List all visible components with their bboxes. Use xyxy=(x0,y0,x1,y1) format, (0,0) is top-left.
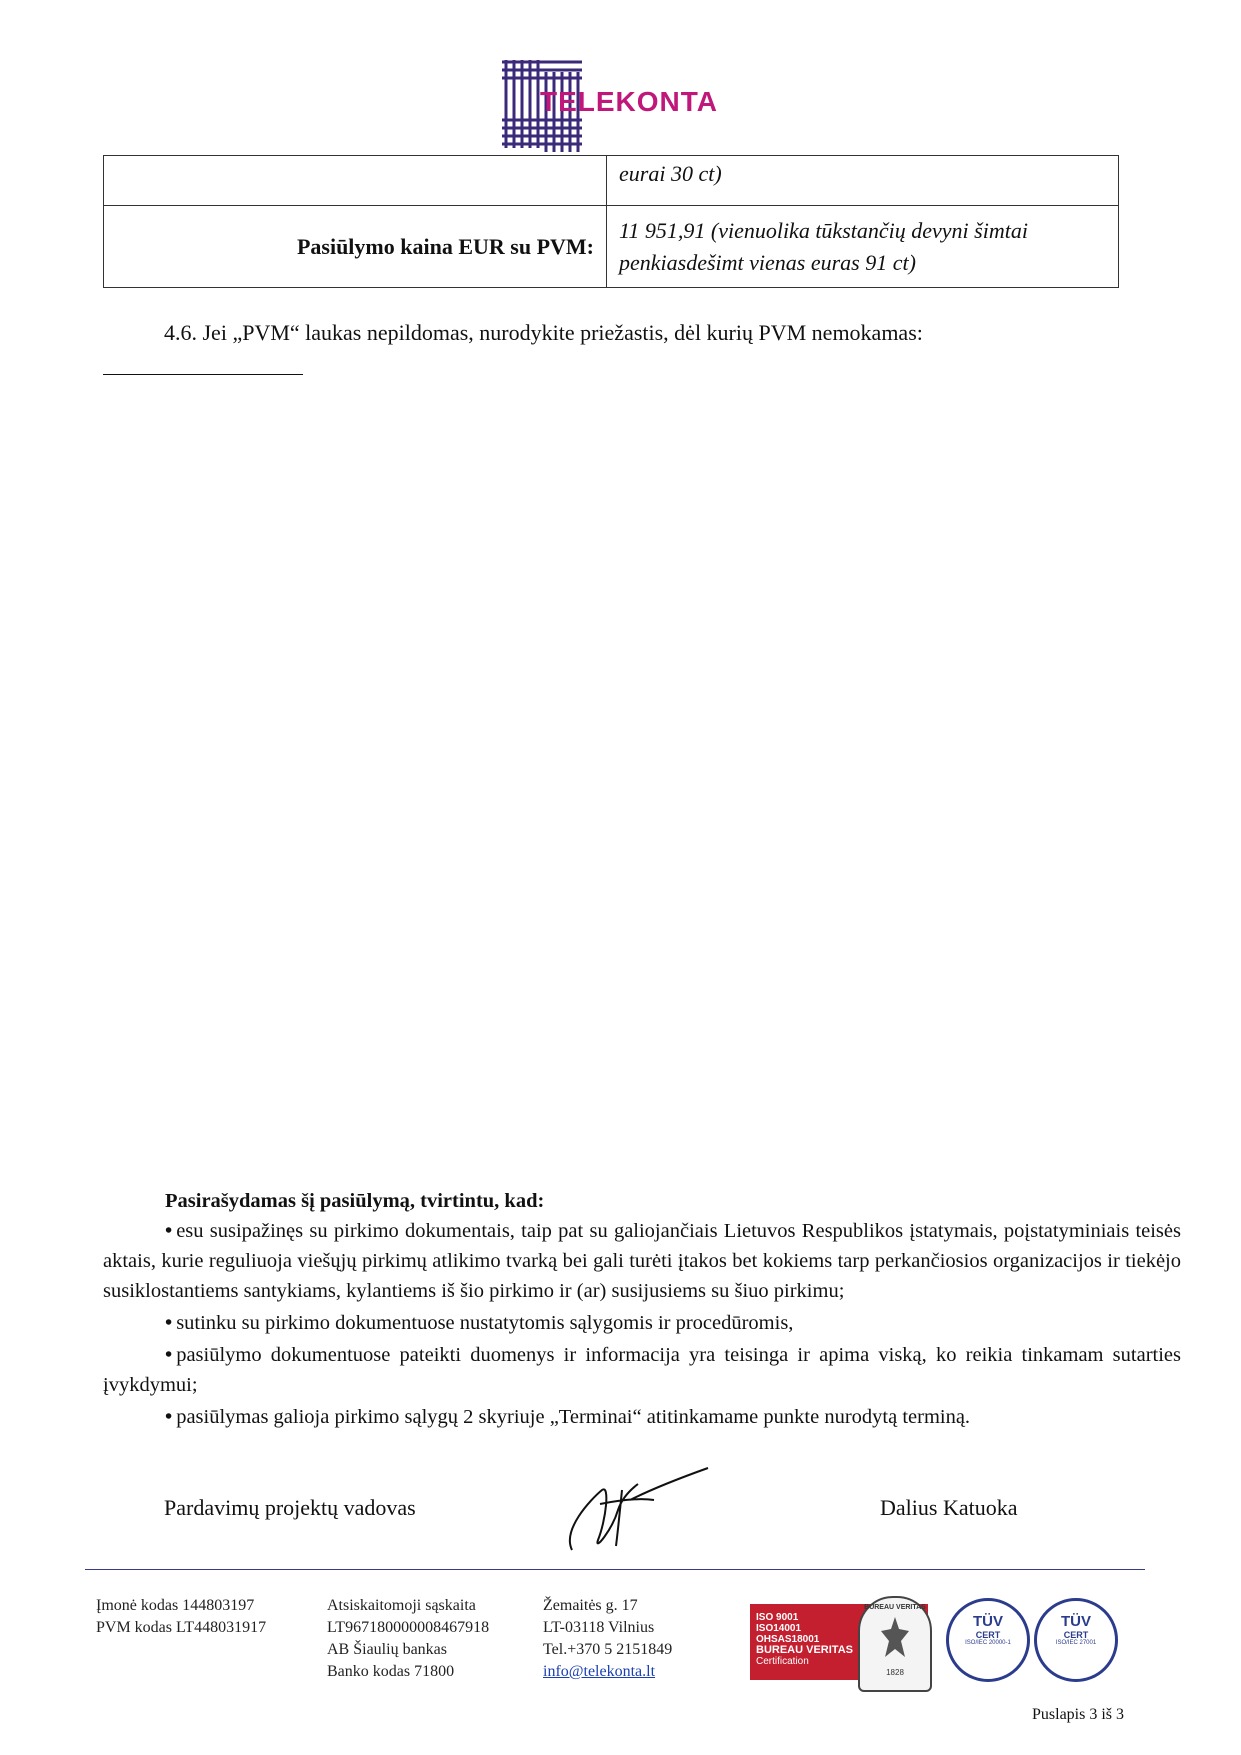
price-table xyxy=(103,155,1119,288)
footer-address xyxy=(543,1595,672,1683)
table-row xyxy=(104,206,1119,288)
handwritten-signature xyxy=(560,1460,710,1560)
list-item xyxy=(103,1402,1181,1432)
tuv-standard: ISO/IEC 27001 xyxy=(1055,1640,1097,1646)
price-with-vat-label: Pasiūlymo kaina EUR su PVM: xyxy=(104,206,607,288)
tuv-label: TÜV xyxy=(1061,1613,1091,1630)
cert-line: BUREAU VERITAS xyxy=(756,1644,853,1656)
price-value-line: 11 951,91 (vienuolika tūkstančių devyni šimtai xyxy=(619,217,1028,243)
company-code: Įmonė kodas 144803197 xyxy=(96,1597,255,1614)
bank-account-number: LT967180000008467918 xyxy=(327,1619,490,1636)
table-label-cell xyxy=(104,156,607,206)
footer-divider xyxy=(85,1569,1145,1570)
page-total: 3 xyxy=(1116,1706,1125,1723)
cert-line: OHSAS18001 xyxy=(756,1634,820,1645)
list-item-text: pasiūlymo dokumentuose pateikti duomenys ir informacija yra teisinga ir apima viską, ko reikia tinkamam sutarties įvykdymui; xyxy=(103,1344,1181,1396)
price-with-vat-value xyxy=(607,206,1119,288)
cert-line: Certification xyxy=(756,1656,809,1667)
signer-position: Pardavimų projektų vadovas xyxy=(164,1495,416,1520)
bullet-icon: • xyxy=(165,1220,173,1242)
page-separator: iš xyxy=(1101,1706,1113,1723)
signer-name: Dalius Katuoka xyxy=(880,1495,1018,1520)
bureau-veritas-seal-icon xyxy=(858,1596,932,1692)
list-item-text: pasiūlymas galioja pirkimo sąlygų 2 skyriuje „Terminai“ atitinkamame punkte nurodytą terminą. xyxy=(176,1406,971,1428)
street-address: Žemaitės g. 17 xyxy=(543,1597,638,1614)
blank-answer-line xyxy=(103,374,303,375)
seal-text: BUREAU VERITAS xyxy=(864,1604,926,1611)
seal-year: 1828 xyxy=(886,1668,904,1677)
tuv-cert-label: CERT xyxy=(1063,1630,1089,1640)
bullet-icon: • xyxy=(165,1406,173,1428)
bullet-icon: • xyxy=(165,1312,173,1334)
list-item-text: esu susipažinęs su pirkimo dokumentais, taip pat su galiojančiais Lietuvos Respublikos įstatymais, poįstatyminiais teisės aktais, kurie reguliuoja viešųjų pirkimų atlikimo tvarką bei gali turėti įtakos bet kokiems tarp perkančiosios organizacijos ir tiekėjo susiklostantiems santykiams, kylantiems iš šio pirkimo ir (ar) susijusiems su šiuo pirkimu; xyxy=(103,1220,1181,1302)
list-item-text: sutinku su pirkimo dokumentuose nustatytomis sąlygomis ir procedūromis, xyxy=(176,1312,794,1334)
postal-city: LT-03118 Vilnius xyxy=(543,1619,655,1636)
section-4-6-text: 4.6. Jei „PVM“ laukas nepildomas, nurodykite priežastis, dėl kurių PVM nemokamas: xyxy=(164,320,923,345)
phone-number: Tel.+370 5 2151849 xyxy=(543,1641,673,1658)
company-logo xyxy=(502,58,802,154)
footer-bank-info xyxy=(327,1595,489,1683)
confirmation-heading: Pasirašydamas šį pasiūlymą, tvirtintu, kad: xyxy=(165,1190,545,1212)
page-current: 3 xyxy=(1089,1706,1098,1723)
bullet-icon: • xyxy=(165,1344,173,1366)
list-item xyxy=(103,1216,1181,1306)
tuv-cert-label: CERT xyxy=(975,1630,1001,1640)
table-row xyxy=(104,156,1119,206)
page-number xyxy=(1032,1706,1124,1724)
list-item xyxy=(103,1340,1181,1400)
vat-code: PVM kodas LT448031917 xyxy=(96,1619,267,1636)
logo-wordmark: TELEKONTA xyxy=(540,86,719,117)
table-value-cell: eurai 30 ct) xyxy=(607,156,1119,206)
cert-line: ISO 9001 xyxy=(756,1612,799,1623)
cert-line: ISO14001 xyxy=(756,1623,802,1634)
list-item xyxy=(103,1308,1181,1338)
bank-account-label: Atsiskaitomoji sąskaita xyxy=(327,1597,476,1614)
tuv-cert-seal-icon xyxy=(946,1598,1030,1682)
tuv-standard: ISO/IEC 20000-1 xyxy=(965,1640,1011,1646)
page-label: Puslapis xyxy=(1032,1706,1086,1723)
tuv-cert-seal-icon xyxy=(1034,1598,1118,1682)
price-value-line: penkiasdešimt vienas euras 91 ct) xyxy=(619,249,916,275)
bank-name: AB Šiaulių bankas xyxy=(327,1641,447,1658)
confirmation-section xyxy=(103,1186,1181,1432)
tuv-label: TÜV xyxy=(973,1613,1003,1630)
email-link[interactable]: info@telekonta.lt xyxy=(543,1663,656,1680)
footer-company-codes xyxy=(96,1595,266,1639)
bank-code: Banko kodas 71800 xyxy=(327,1663,455,1680)
